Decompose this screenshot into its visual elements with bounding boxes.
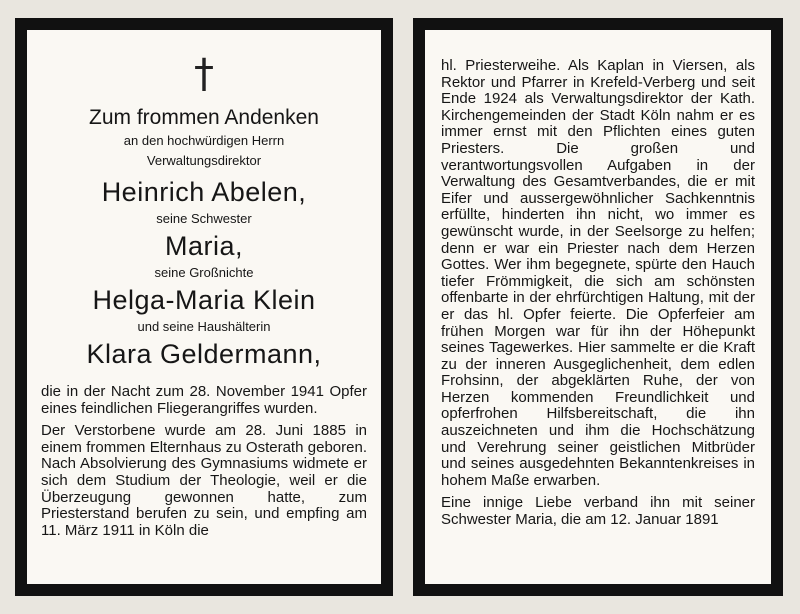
relation-grandniece: seine Großnichte bbox=[154, 265, 254, 280]
sister-paragraph: Eine innige Liebe verband ihn mit seiner Schwester Maria, die am 12. Januar 1891 bbox=[441, 494, 755, 529]
name-klara-geldermann: Klara Geldermann, bbox=[86, 339, 322, 369]
biography-continued-paragraph: hl. Priesterweihe. Als Kaplan in Viersen, als Rektor und Pfarrer in Krefeld-Verberg und seit Ende 1924 als Verwaltungsdirektor der Kath. Kirchengemeinden der Stadt Köln nahm er es immer ernst mit den Pflichten eines guten Priesters. Die großen und verantwortungsvollen Aufgaben in der Verwaltung des Gesamtverbandes, die er mit Eifer und aussergewöhnlicher Sachkenntnis erfüllte, hinderten ihn nicht, wo immer es gewünscht wurde, in der Seelsorge zu helfen; denn er war ein Priester nach dem Herzen Gottes. Wer ihm begegnete, spürte den Hauch tiefer Frömmigkeit, die sich am schönsten offenbarte in der ehrfürchtigen Haltung, mit der er das hl. Opfer feierte. Die Opferfeier am frühen Morgen war für ihn der Höhepunkt seines Tagewerkes. Hier sammelte er die Kraft zu der inneren Ausgeglichenheit, dem edlen Frohsinn, der abgeklärten Ruhe, der von Herzen kommenden Freundlichkeit und opferfrohen Hilfsbereitschaft, die ihn auszeichneten und ihm die Hochschätzung und Verehrung seiner geistlichen Mitbrüder und seines ausgedehnten Bekanntenkreises in hohem Maße erwarben. bbox=[441, 57, 755, 489]
death-notice-paragraph: die in der Nacht zum 28. November 1941 Opfer eines feindlichen Fliegerangriffes wurden. bbox=[41, 383, 367, 417]
intro-line: an den hochwürdigen Herrn bbox=[123, 133, 285, 148]
name-helga-maria-klein: Helga-Maria Klein bbox=[92, 285, 316, 315]
heading-remembrance: Zum frommen Andenken bbox=[89, 106, 319, 129]
right-card-page bbox=[425, 30, 771, 584]
title-line: Verwaltungsdirektor bbox=[146, 153, 262, 168]
biography-paragraph: Der Verstorbene wurde am 28. Juni 1885 in einem frommen Elternhaus zu Osterath geboren. Nach Absolvierung des Gymnasiums widmete er sich dem Studium der Theologie, weil er die Überzeugung gewonnen hatte, zum Priesterstand berufen zu sein, und empfing am 11. März 1911 in Köln die bbox=[41, 422, 367, 539]
relation-housekeeper: und seine Haushälterin bbox=[137, 319, 271, 334]
cross-icon: † bbox=[194, 51, 214, 97]
relation-sister: seine Schwester bbox=[156, 211, 252, 226]
name-heinrich-abelen: Heinrich Abelen, bbox=[101, 177, 307, 207]
left-card-page bbox=[27, 30, 381, 584]
name-maria: Maria, bbox=[164, 231, 243, 261]
left-card-border bbox=[15, 18, 393, 596]
right-card-border bbox=[413, 18, 783, 596]
